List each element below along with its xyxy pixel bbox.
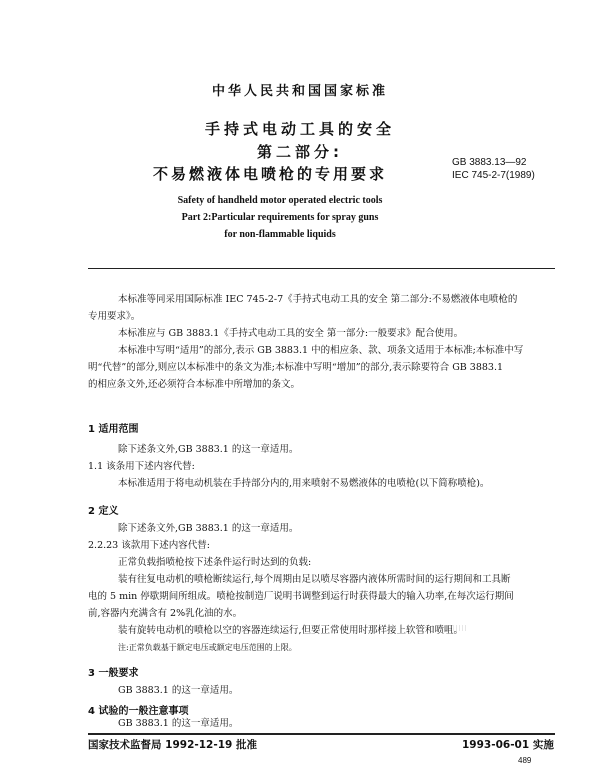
intro-paragraph-1-line-1: 本标准等同采用国际标准 IEC 745-2-7《手持式电动工具的安全 第二部分:不易燃液体电喷枪的: [118, 294, 518, 305]
reciprocating-paragraph-line-2: 电的 5 min 停歇期间所组成。喷枪按制造厂说明书调整到运行时获得最大的输入功率,在每次运行期间: [88, 591, 514, 602]
intro-paragraph-1-line-2: 专用要求》。: [88, 311, 141, 322]
english-title-line-2: Part 2:Particular requirements for spray guns: [181, 212, 379, 223]
national-standard-label: 中华人民共和国国家标准: [211, 84, 388, 99]
scan-speck: [432, 625, 466, 631]
clause-2-2-23-heading: 2.2.23 该款用下述内容代替:: [88, 540, 210, 551]
approval-line: 国家技术监督局 1992-12-19 批准: [88, 739, 257, 751]
section-3-heading: 3 一般要求: [88, 668, 139, 679]
section-1-heading: 1 适用范围: [88, 424, 139, 435]
standard-title-line-2: 第二部分:: [257, 143, 343, 161]
page-number: 489: [518, 756, 532, 765]
section-4-text: GB 3883.1 的这一章适用。: [118, 718, 239, 729]
rotary-paragraph: 装有旋转电动机的喷枪以空的容器连续运行,但要正常使用时那样接上软管和喷咀。: [118, 625, 464, 636]
section-2-text: 除下述条文外,GB 3883.1 的这一章适用。: [118, 523, 299, 534]
reciprocating-paragraph-line-3: 前,容器内充满含有 2%乳化油的水。: [88, 608, 243, 619]
iec-standard-code: IEC 745-2-7(1989): [452, 170, 535, 181]
section-1-text: 除下述条文外,GB 3883.1 的这一章适用。: [118, 444, 299, 455]
section-4-heading: 4 试验的一般注意事项: [88, 706, 189, 717]
clause-1-1-heading: 1.1 该条用下述内容代替:: [88, 461, 195, 472]
clause-2-2-23-text: 正常负载指喷枪按下述条件运行时达到的负载:: [118, 557, 312, 568]
section-2-heading: 2 定义: [88, 506, 119, 517]
english-title-line-1: Safety of handheld motor operated electric tools: [177, 195, 383, 206]
section-2-note: 注:正常负载基于额定电压或额定电压范围的上限。: [118, 643, 297, 652]
implementation-date: 1993-06-01 实施: [462, 739, 554, 751]
footer-divider: [88, 733, 555, 735]
header-divider: [88, 268, 555, 269]
intro-paragraph-3-line-2: 明“代替”的部分,则应以本标准中的条文为准;本标准中写明“增加”的部分,表示除要符合 GB 3883.1: [88, 362, 504, 373]
english-title-line-3: for non-flammable liquids: [224, 229, 336, 240]
gb-standard-code: GB 3883.13—92: [452, 157, 527, 168]
intro-paragraph-2: 本标准应与 GB 3883.1《手持式电动工具的安全 第一部分:一般要求》配合使用。: [118, 328, 464, 339]
standard-title-line-1: 手持式电动工具的安全: [204, 120, 395, 138]
intro-paragraph-3-line-3: 的相应条文外,还必须符合本标准中所增加的条文。: [88, 379, 301, 390]
clause-1-1-text: 本标准适用于将电动机装在手持部分内的,用来喷射不易燃液体的电喷枪(以下简称喷枪)。: [118, 478, 490, 489]
standard-title-line-3: 不易燃液体电喷枪的专用要求: [152, 165, 387, 183]
section-3-text: GB 3883.1 的这一章适用。: [118, 685, 239, 696]
reciprocating-paragraph-line-1: 装有往复电动机的喷枪断续运行,每个周期由足以喷尽容器内液体所需时间的运行期间和工具断: [118, 574, 511, 585]
intro-paragraph-3-line-1: 本标准中写明“适用”的部分,表示 GB 3883.1 中的相应条、款、项条文适用于本标准;本标准中写: [118, 345, 524, 356]
